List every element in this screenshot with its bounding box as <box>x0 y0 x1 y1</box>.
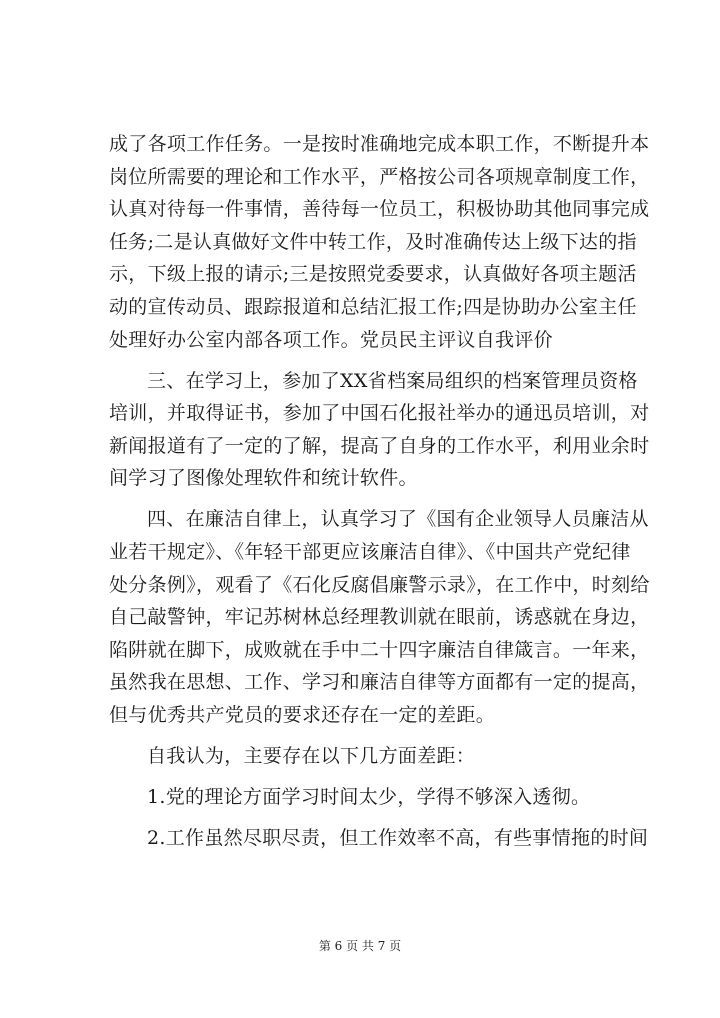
text-line: 任务;二是认真做好文件中转工作，及时准确传达上级下达的指 <box>109 230 637 253</box>
text-line: 自我认为，主要存在以下几方面差距： <box>147 744 476 767</box>
paragraph-work-tasks <box>109 128 650 356</box>
text-line: 岗位所需要的理论和工作水平，严格按公司各项规章制度工作， <box>109 165 650 188</box>
text-line: 四、在廉洁自律上，认真学习了《国有企业领导人员廉洁从 <box>147 508 649 531</box>
paragraph-integrity <box>109 503 650 731</box>
text-line: 处分条例》，观看了《石化反腐倡廉警示录》，在工作中，时刻给 <box>109 573 650 596</box>
text-line: 自己敲警钟，牢记苏树林总经理教训就在眼前，诱惑就在身边， <box>109 606 650 629</box>
text-line: 培训，并取得证书，参加了中国石化报社举办的通迅员培训，对 <box>109 402 650 425</box>
text-line: 处理好办公室内部各项工作。党员民主评议自我评价 <box>109 328 553 351</box>
text-line: 陷阱就在脚下，成败就在手中二十四字廉洁自律箴言。一年来， <box>109 638 650 661</box>
text-line: 动的宣传动员、跟踪报道和总结汇报工作;四是协助办公室主任 <box>109 295 637 318</box>
page-number-footer: 第 6 页 共 7 页 <box>318 939 402 953</box>
text-line: 1.党的理论方面学习时间太少，学得不够深入透彻。 <box>147 785 591 808</box>
list-item-gap-1 <box>109 781 629 814</box>
text-line: 虽然我在思想、工作、学习和廉洁自律等方面都有一定的提高， <box>109 671 650 694</box>
text-line: 业若干规定》、《年轻干部更应该廉洁自律》、《中国共产党纪律 <box>109 540 631 563</box>
text-line: 间学习了图像处理软件和统计软件。 <box>109 467 418 490</box>
text-line: 成了各项工作任务。一是按时准确地完成本职工作，不断提升本 <box>109 133 650 155</box>
document-body <box>109 128 650 854</box>
text-line: 2.工作虽然尽职尽责，但工作效率不高，有些事情拖的时间 <box>147 826 649 849</box>
text-line: 新闻报道有了一定的了解，提高了自身的工作水平，利用业余时 <box>109 434 650 457</box>
paragraph-self-assessment <box>109 740 629 773</box>
paragraph-study <box>109 365 650 495</box>
text-line: 三、在学习上，参加了XX省档案局组织的档案管理员资格 <box>147 369 638 392</box>
text-line: 但与优秀共产党员的要求还存在一定的差距。 <box>109 703 496 726</box>
text-line: 示，下级上报的请示;三是按照党委要求，认真做好各项主题活 <box>109 263 637 286</box>
text-line: 认真对待每一件事情，善待每一位员工，积极协助其他同事完成 <box>109 198 650 221</box>
list-item-gap-2 <box>109 822 649 855</box>
